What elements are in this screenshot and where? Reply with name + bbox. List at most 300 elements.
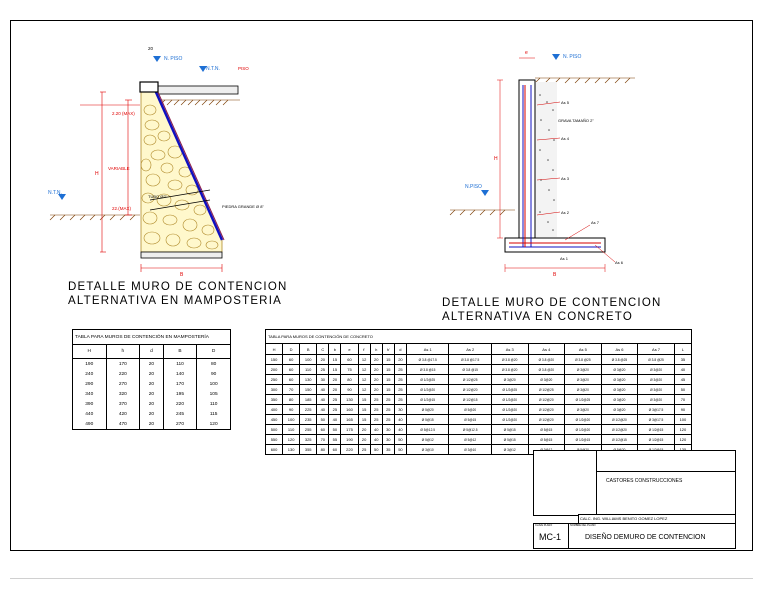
concrete-table-cell: Ø 3@20 (491, 375, 528, 385)
concrete-table-cell: Ø 1/2@25 (406, 375, 448, 385)
masonry-table-cell: 20 (140, 419, 164, 430)
label-npiso-concrete: N.PISO (465, 184, 482, 190)
concrete-schedule-table (265, 329, 692, 455)
concrete-table-row (266, 435, 692, 445)
concrete-table-cell: 100 (283, 415, 300, 425)
masonry-table-cell: 110 (163, 359, 197, 370)
concrete-table-cell: Ø 1/2@15 (638, 425, 675, 435)
masonry-header-cell: B (163, 345, 197, 359)
concrete-title-line1: DETALLE MURO DE CONTENCION (442, 297, 662, 309)
concrete-table-cell: 15 (382, 355, 394, 365)
label-max2: 22.(MAX) (112, 206, 132, 211)
concrete-table-cell: Ø 5@12 (406, 435, 448, 445)
concrete-footing (505, 238, 605, 252)
concrete-table-cell: Ø 3@17.5 (638, 405, 675, 415)
concrete-table-cell: 220 (341, 445, 358, 455)
concrete-table-cell: Ø 3@10 (406, 445, 448, 455)
concrete-table-cell: Ø 3@20 (638, 365, 675, 375)
masonry-table-cell: 20 (140, 389, 164, 399)
concrete-table-cell: 25 (394, 385, 406, 395)
concrete-table-cell: 70 (317, 435, 329, 445)
concrete-table-cell: 75 (341, 365, 358, 375)
concrete-table-cell: 15 (382, 375, 394, 385)
concrete-header-cell: C (317, 344, 329, 355)
concrete-table-cell: 255 (300, 425, 317, 435)
concrete-table-cell: Ø 3.8 @25 (638, 355, 675, 365)
concrete-table-cell: 30 (317, 375, 329, 385)
masonry-header-cell: H (73, 345, 107, 359)
concrete-table-cell: 110 (300, 365, 317, 375)
concrete-table-cell: 20 (329, 375, 341, 385)
title-block-left-box (533, 450, 597, 516)
concrete-table-cell: Ø 3@12 (491, 445, 528, 455)
masonry-table-cell: 245 (163, 409, 197, 419)
concrete-header-cell: As 6 (601, 344, 638, 355)
concrete-stem (519, 80, 535, 238)
concrete-header-cell: h (370, 344, 382, 355)
concrete-table-cell: Ø 1/2@25 (565, 395, 602, 405)
concrete-table-cell: 200 (266, 365, 283, 375)
masonry-table-cell: 20 (140, 409, 164, 419)
concrete-table-cell: Ø 1/2@20 (449, 385, 491, 395)
level-marker-npiso (481, 190, 489, 196)
masonry-header-cell: D (197, 345, 231, 359)
concrete-table-cell: 50 (674, 385, 691, 395)
masonry-table-cell: 80 (197, 359, 231, 370)
concrete-table-cell: Ø 5@15 (491, 435, 528, 445)
concrete-table-cell: 60 (317, 425, 329, 435)
masonry-table-cell: 370 (106, 399, 140, 409)
concrete-table-cell: 25 (394, 395, 406, 405)
masonry-table-cell: 140 (163, 369, 197, 379)
concrete-table-cell: 90 (341, 385, 358, 395)
concrete-table-cell: 20 (370, 375, 382, 385)
label-as7: As 7 (591, 220, 600, 225)
concrete-table-cell: 25 (370, 405, 382, 415)
masonry-table-cell: 270 (163, 419, 197, 430)
masonry-table-cell: 220 (106, 369, 140, 379)
concrete-table-cell: Ø 3@20 (638, 385, 675, 395)
concrete-header-cell: As 5 (565, 344, 602, 355)
concrete-table-cell: 120 (283, 435, 300, 445)
concrete-table-cell: 120 (674, 435, 691, 445)
concrete-table-cell: 15 (358, 405, 370, 415)
concrete-table-cell: Ø 3@20 (601, 385, 638, 395)
label-grava: GRAVA TAMAÑO 2" (558, 118, 594, 123)
concrete-table-row (266, 355, 692, 365)
masonry-table-cell: 115 (197, 409, 231, 419)
concrete-table-row (266, 375, 692, 385)
masonry-title-line1: DETALLE MURO DE CONTENCION (68, 281, 288, 293)
masonry-table-row (73, 369, 231, 379)
concrete-table-cell: 12 (358, 375, 370, 385)
concrete-table-cell: Ø 1/2@20 (491, 395, 528, 405)
wall-cap (140, 82, 158, 92)
concrete-table-cell: 50 (317, 415, 329, 425)
concrete-table-cell: 450 (266, 415, 283, 425)
concrete-table-cell: Ø 1/2@20 (528, 415, 565, 425)
label-b: B (180, 272, 184, 278)
concrete-table-cell: Ø 3@20 (601, 365, 638, 375)
concrete-table-cell: Ø 1/2@15 (638, 435, 675, 445)
concrete-table-body (266, 355, 692, 455)
concrete-table-cell: 90 (283, 405, 300, 415)
concrete-table-cell: 110 (283, 425, 300, 435)
concrete-table-cell: Ø 5@15 (406, 415, 448, 425)
concrete-header-cell: As 1 (406, 344, 448, 355)
concrete-table-cell: 225 (300, 405, 317, 415)
label-h-concrete: H (494, 156, 498, 162)
company-name: CASTORES CONSTRUCCIONES (606, 478, 683, 484)
concrete-table-cell: 55 (329, 435, 341, 445)
masonry-table-title: TABLA PARA MUROS DE CONTENCIÓN EN MAMPOSTERÍA (73, 330, 231, 345)
concrete-table-cell: 25 (382, 395, 394, 405)
concrete-table-cell: 350 (266, 395, 283, 405)
concrete-title-line2: ALTERNATIVA EN CONCRETO (442, 311, 633, 323)
soil-hatch-left (50, 215, 140, 220)
concrete-table-cell: 15 (382, 385, 394, 395)
concrete-table-cell: Ø 1/2@15 (406, 395, 448, 405)
concrete-table-cell: Ø 3@20 (565, 365, 602, 375)
concrete-table-cell: 40 (394, 415, 406, 425)
concrete-header-cell: t' (358, 344, 370, 355)
concrete-table-cell: 45 (674, 375, 691, 385)
concrete-table-cell: 20 (370, 385, 382, 395)
level-marker-top (153, 56, 161, 62)
concrete-header-cell: As 7 (638, 344, 675, 355)
concrete-table-cell: 12 (358, 385, 370, 395)
concrete-table-cell: 25 (394, 375, 406, 385)
concrete-table-cell: Ø 1/2@20 (528, 395, 565, 405)
concrete-table-cell: 25 (382, 415, 394, 425)
masonry-table-cell: 100 (197, 379, 231, 389)
label-as4: As 4 (561, 136, 570, 141)
concrete-table-cell: 25 (358, 445, 370, 455)
concrete-table-cell: Ø 3@20 (601, 375, 638, 385)
concrete-table-cell: 80 (283, 395, 300, 405)
label-as2: As 2 (561, 210, 570, 215)
concrete-table-row (266, 415, 692, 425)
masonry-table-cell: 20 (140, 369, 164, 379)
concrete-table-cell: 500 (266, 425, 283, 435)
concrete-table-cell: 130 (283, 445, 300, 455)
engineer-name: CALC. ING. WILLIAMS BENITO GOMEZ LOPEZ (580, 516, 668, 521)
label-npiso: N. PISO (164, 56, 183, 62)
title-block-top-right-box (596, 450, 736, 472)
label-as1: As 1 (560, 256, 569, 261)
concrete-table-cell: Ø 3@20 (638, 395, 675, 405)
concrete-table-cell: 70 (283, 385, 300, 395)
concrete-table-cell: 40 (370, 435, 382, 445)
concrete-table-cell: Ø 3@20 (601, 405, 638, 415)
concrete-table-cell: 12 (358, 365, 370, 375)
concrete-table-cell: 40 (317, 395, 329, 405)
concrete-table-cell: Ø 5@15 (528, 425, 565, 435)
masonry-table-cell: 20 (140, 379, 164, 389)
concrete-table-cell: 235 (300, 415, 317, 425)
masonry-table-cell: 320 (106, 389, 140, 399)
concrete-table-cell: 190 (341, 435, 358, 445)
concrete-table-cell: 60 (283, 355, 300, 365)
label-fill: PIEDRA GRANDE Ø 8" (222, 204, 264, 209)
soil-hatch-left-concrete (450, 210, 515, 215)
concrete-table-cell: 40 (370, 425, 382, 435)
concrete-table-cell: 100 (300, 355, 317, 365)
concrete-table-cell: 50 (394, 445, 406, 455)
concrete-table-cell: 300 (266, 385, 283, 395)
concrete-table-cell: Ø 3@20 (565, 375, 602, 385)
concrete-header-cell: h' (382, 344, 394, 355)
masonry-table-row (73, 399, 231, 409)
masonry-table-cell: 470 (106, 419, 140, 430)
concrete-table-cell: 25 (382, 405, 394, 415)
concrete-table-cell: Ø 1/2@20 (601, 415, 638, 425)
concrete-table-cell: 25 (317, 365, 329, 375)
label-b-concrete: B (553, 272, 557, 278)
concrete-table-cell: Ø 5@15 (449, 415, 491, 425)
concrete-table-cell: 15 (329, 355, 341, 365)
concrete-table-cell: Ø 3.8 @17.5 (406, 355, 448, 365)
concrete-table-cell: Ø 1/2@20 (565, 425, 602, 435)
label-variable: VARIABLE (108, 166, 130, 171)
sheet-code-label: CLAVE PLANO (535, 524, 553, 527)
masonry-table-cell: 20 (140, 399, 164, 409)
concrete-table-cell: 160 (341, 405, 358, 415)
concrete-detail-title (442, 296, 661, 324)
concrete-table-cell: 120 (674, 425, 691, 435)
concrete-table-cell: Ø 3@20 (565, 405, 602, 415)
masonry-schedule-table (72, 329, 231, 430)
concrete-table-cell: Ø 1/2@15 (601, 435, 638, 445)
concrete-table-cell: Ø 5@15 (528, 435, 565, 445)
label-ntn: N.T.N. (206, 66, 220, 72)
concrete-table-cell: Ø 5@12.5 (406, 425, 448, 435)
concrete-table-cell: 60 (283, 375, 300, 385)
masonry-table-cell: 170 (106, 359, 140, 370)
concrete-table-cell: Ø 3.8 @17.5 (449, 355, 491, 365)
concrete-table-cell: 600 (266, 445, 283, 455)
concrete-table-cell: 35 (674, 355, 691, 365)
concrete-table-cell: Ø 3.8 @25 (601, 355, 638, 365)
concrete-header-cell: b (329, 344, 341, 355)
concrete-table-cell: 30 (382, 425, 394, 435)
masonry-table-body (73, 359, 231, 430)
concrete-table-cell: Ø 3@20 (528, 375, 565, 385)
masonry-table-cell: 240 (73, 369, 107, 379)
concrete-header-cell: B (300, 344, 317, 355)
concrete-table-cell: Ø 3.8 @15 (449, 365, 491, 375)
masonry-table-cell: 195 (163, 389, 197, 399)
concrete-table-cell: Ø 3.8 @20 (528, 365, 565, 375)
concrete-table-cell: 550 (266, 435, 283, 445)
concrete-table-cell: 15 (329, 365, 341, 375)
soil-hatch-right (158, 100, 240, 105)
concrete-table-cell: 175 (341, 425, 358, 435)
concrete-header-cell: D (283, 344, 300, 355)
masonry-table-cell: 105 (197, 389, 231, 399)
masonry-header-cell: h (106, 345, 140, 359)
concrete-table-cell: 100 (674, 415, 691, 425)
concrete-table-cell: 130 (341, 395, 358, 405)
masonry-table-cell: 120 (197, 419, 231, 430)
label-max: 2.20 (MAX) (112, 111, 135, 116)
masonry-table-cell: 490 (73, 419, 107, 430)
concrete-table-cell: 20 (370, 365, 382, 375)
concrete-table-cell: 40 (394, 425, 406, 435)
concrete-table-cell: Ø 3@20 (638, 375, 675, 385)
concrete-table-cell: 12 (358, 355, 370, 365)
concrete-header-cell: As 4 (528, 344, 565, 355)
masonry-wall-body (141, 88, 222, 252)
masonry-table-row (73, 419, 231, 430)
concrete-table-cell: 50 (370, 445, 382, 455)
concrete-table-cell: Ø 3.8 @25 (565, 355, 602, 365)
concrete-table-row (266, 395, 692, 405)
concrete-table-cell: 25 (370, 415, 382, 425)
concrete-table-cell: 25 (394, 365, 406, 375)
concrete-table-row (266, 365, 692, 375)
concrete-table-cell: 30 (382, 435, 394, 445)
masonry-table-cell: 20 (140, 359, 164, 370)
masonry-wall-drawing (40, 40, 290, 280)
concrete-header-cell: As 2 (449, 344, 491, 355)
concrete-table-row (266, 425, 692, 435)
concrete-table-cell: 25 (329, 395, 341, 405)
concrete-table-cell: 40 (674, 365, 691, 375)
concrete-table-cell: Ø 5@20 (449, 405, 491, 415)
concrete-table-cell: Ø 1/2@20 (601, 425, 638, 435)
concrete-table-cell: 50 (394, 435, 406, 445)
concrete-table-cell: 20 (329, 385, 341, 395)
concrete-table-cell: 80 (317, 445, 329, 455)
concrete-table-cell: 60 (283, 365, 300, 375)
concrete-table-cell: Ø 3@10 (449, 445, 491, 455)
concrete-table-cell: 20 (370, 355, 382, 365)
concrete-header-cell: d (394, 344, 406, 355)
masonry-table-cell: 110 (197, 399, 231, 409)
concrete-table-cell: Ø 3.8 @20 (491, 355, 528, 365)
concrete-table-cell: Ø 5@15 (491, 425, 528, 435)
concrete-table-cell: 400 (266, 405, 283, 415)
masonry-table-cell: 270 (106, 379, 140, 389)
concrete-table-cell: Ø 5@12 (449, 435, 491, 445)
drawing-name-label: NOMBRE DEL PLANO (570, 524, 596, 527)
level-marker-top-concrete (552, 54, 560, 60)
concrete-table-cell: Ø 5@12.5 (449, 425, 491, 435)
concrete-table-cell: 80 (341, 375, 358, 385)
masonry-table-cell: 420 (106, 409, 140, 419)
concrete-table-header-row (266, 344, 692, 355)
concrete-table-cell: 185 (300, 395, 317, 405)
label-as5: As 5 (561, 100, 570, 105)
concrete-table-cell: 150 (266, 355, 283, 365)
concrete-header-cell: H (266, 344, 283, 355)
concrete-table-cell: 250 (266, 375, 283, 385)
masonry-table-cell: 290 (73, 379, 107, 389)
drawing-name: DISEÑO DEMURO DE CONTENCION (585, 534, 706, 541)
concrete-table-cell: Ø 1/2@20 (528, 405, 565, 415)
masonry-table-cell: 220 (163, 399, 197, 409)
concrete-table-cell: 40 (317, 385, 329, 395)
label-as6: As 6 (615, 260, 624, 265)
concrete-table-row (266, 385, 692, 395)
masonry-table-cell: 170 (163, 379, 197, 389)
concrete-table-cell: Ø 3.8 @15 (406, 365, 448, 375)
label-ntn-left: N.T.N. (48, 190, 62, 196)
concrete-table-row (266, 405, 692, 415)
sheet-bottom-rule (10, 578, 753, 579)
label-piso: PISO (238, 66, 249, 71)
concrete-header-cell: As 3 (491, 344, 528, 355)
concrete-table-cell: 20 (317, 355, 329, 365)
concrete-table-cell: 35 (382, 445, 394, 455)
masonry-table-cell: 340 (73, 389, 107, 399)
concrete-table-cell: 60 (341, 355, 358, 365)
concrete-header-cell: e (341, 344, 358, 355)
masonry-table-cell: 190 (73, 359, 107, 370)
concrete-table-cell: 25 (329, 405, 341, 415)
concrete-table-cell: 325 (300, 435, 317, 445)
concrete-table-cell: Ø 1/2@20 (491, 405, 528, 415)
masonry-table-row (73, 389, 231, 399)
concrete-header-cell: L (674, 344, 691, 355)
concrete-table-cell: 20 (358, 425, 370, 435)
concrete-table-cell: 50 (329, 425, 341, 435)
foundation (141, 252, 222, 258)
label-tuberia: TUBO Ø2" (148, 194, 167, 199)
concrete-table-cell: 165 (341, 415, 358, 425)
concrete-wall-drawing (445, 40, 645, 280)
concrete-table-cell: 60 (329, 445, 341, 455)
concrete-table-cell: Ø 1/2@20 (565, 415, 602, 425)
concrete-table-cell: Ø 1/2@20 (491, 415, 528, 425)
concrete-table-cell: Ø 3.8 @20 (528, 355, 565, 365)
concrete-table-title: TABLA PARA MUROS DE CONTENCIÓN DE CONCRETO (266, 330, 692, 344)
masonry-table-cell: 390 (73, 399, 107, 409)
concrete-table-cell: Ø 5@20 (406, 405, 448, 415)
concrete-table-cell: 150 (300, 385, 317, 395)
masonry-header-cell: d (140, 345, 164, 359)
concrete-table-cell: Ø 1/2@15 (449, 395, 491, 405)
masonry-table-cell: 440 (73, 409, 107, 419)
masonry-table-cell: 90 (197, 369, 231, 379)
concrete-table-cell: 355 (300, 445, 317, 455)
concrete-table-cell: 15 (358, 415, 370, 425)
concrete-table-cell: 20 (394, 355, 406, 365)
masonry-table-row (73, 379, 231, 389)
sheet-code: MC-1 (539, 532, 561, 542)
concrete-table-cell: Ø 1/2@25 (491, 385, 528, 395)
masonry-table-row (73, 359, 231, 370)
concrete-table-cell: Ø 1/2@15 (565, 435, 602, 445)
concrete-table-cell: Ø 3@20 (601, 395, 638, 405)
concrete-table-cell: 90 (674, 405, 691, 415)
label-h: H (95, 171, 99, 177)
concrete-table-cell: Ø 3@17.5 (638, 415, 675, 425)
masonry-table-row (73, 409, 231, 419)
label-as3: As 3 (561, 176, 570, 181)
label-npiso-top: N. PISO (563, 54, 582, 60)
concrete-table-cell: 20 (358, 435, 370, 445)
concrete-table-cell: 40 (329, 415, 341, 425)
concrete-table-cell: 15 (358, 395, 370, 405)
label-dim-top: 20 (148, 46, 154, 51)
concrete-table-cell: 25 (370, 395, 382, 405)
concrete-table-cell: Ø 1/2@20 (406, 385, 448, 395)
concrete-table-cell: Ø 3.8 @20 (491, 365, 528, 375)
masonry-table-header-row (73, 345, 231, 359)
concrete-table-cell: Ø 1/2@25 (528, 385, 565, 395)
